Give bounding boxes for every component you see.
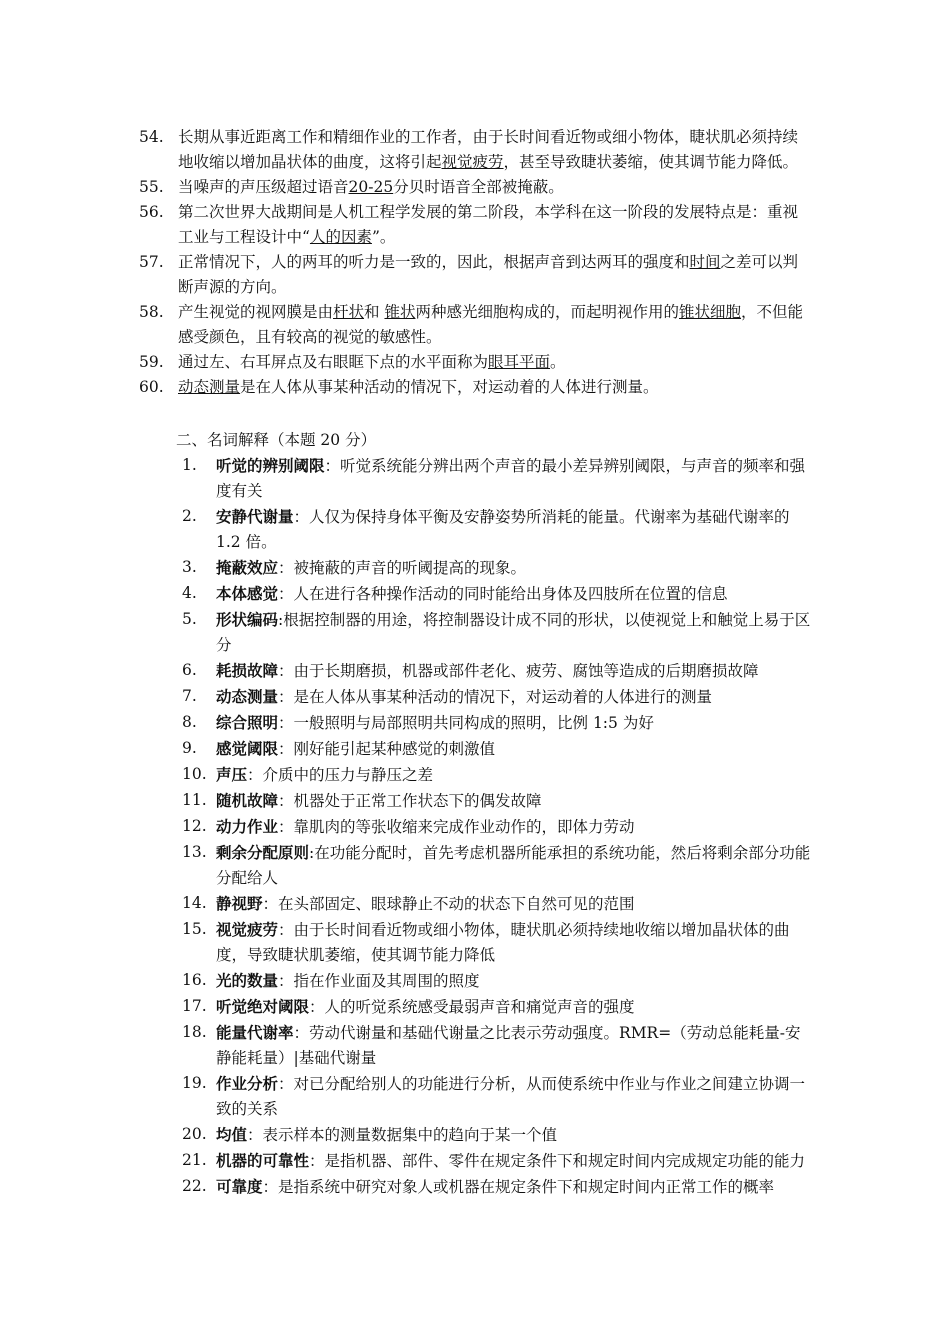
- item-number: 11.: [182, 791, 207, 809]
- term: 形状编码: [216, 610, 279, 629]
- definition-text: ：被掩蔽的声音的听阈提高的现象。: [278, 559, 527, 577]
- answer: 杆状: [333, 303, 365, 321]
- item-number: 2.: [182, 507, 197, 525]
- term: 作业分析: [216, 1074, 279, 1093]
- fill-in-blank-section: [0, 125, 950, 400]
- term: 视觉疲劳: [216, 920, 279, 939]
- item-number: 12.: [182, 817, 207, 835]
- item-number: 3.: [182, 558, 197, 576]
- definition-item: [0, 555, 950, 581]
- definition-item: [0, 710, 950, 736]
- item-number: 60.: [139, 378, 164, 396]
- item-number: 57.: [139, 253, 164, 271]
- blank-item-57: [0, 250, 950, 300]
- item-number: 20.: [182, 1125, 207, 1143]
- item-text: 通过左、右耳屏点及右眼眶下点的水平面称为: [178, 353, 489, 371]
- item-number: 7.: [182, 687, 197, 705]
- definition-text: ：一般照明与局部照明共同构成的照明，比例 1:5 为好: [278, 714, 654, 732]
- definition-text: ：是指系统中研究对象人或机器在规定条件下和规定时间内正常工作的概率: [262, 1178, 775, 1196]
- definition-text: ：劳动代谢量和基础代谢量之比表示劳动强度。RMR=（劳动总能耗量-安静能耗量）|基础代谢量: [216, 1024, 801, 1067]
- item-text: 两种感光细胞构成的，而起明视作用的: [415, 303, 679, 321]
- definition-item: [0, 1122, 950, 1148]
- item-text: 分贝时语音全部被掩蔽。: [393, 178, 564, 196]
- definition-text: ：表示样本的测量数据集中的趋向于某一个值: [247, 1126, 558, 1144]
- item-number: 18.: [182, 1023, 207, 1041]
- definition-item: [0, 453, 950, 504]
- item-text: ，甚至导致睫状萎缩，使其调节能力降低。: [503, 153, 799, 171]
- definition-text: :在功能分配时，首先考虑机器所能承担的系统功能，然后将剩余部分功能分配给人: [216, 844, 811, 887]
- item-text: 长期从事近距离工作和精细作业的工作者，由于长时间看近物或细小物体，睫状肌必须持续地收缩以增加晶状体的曲度，这将引起: [178, 128, 799, 171]
- answer: 动态测量: [178, 378, 241, 396]
- item-number: 22.: [182, 1177, 207, 1195]
- term: 可靠度: [216, 1177, 263, 1196]
- definition-text: ：人的听觉系统感受最弱声音和痛觉声音的强度: [309, 998, 635, 1016]
- item-text: 是在人体从事某种活动的情况下，对运动着的人体进行测量。: [240, 378, 659, 396]
- term: 静视野: [216, 894, 263, 913]
- definition-text: ：指在作业面及其周围的照度: [278, 972, 480, 990]
- item-number: 5.: [182, 610, 197, 628]
- term: 本体感觉: [216, 584, 279, 603]
- definition-item: [0, 917, 950, 968]
- blank-item-60: [0, 375, 950, 400]
- definition-item: [0, 1071, 950, 1122]
- term: 掩蔽效应: [216, 558, 279, 577]
- definition-text: ：介质中的压力与静压之差: [247, 766, 434, 784]
- definition-text: ：对已分配给别人的功能进行分析，从而使系统中作业与作业之间建立协调一致的关系: [216, 1075, 806, 1118]
- definition-item: [0, 891, 950, 917]
- definition-text: ：听觉系统能分辨出两个声音的最小差异辨别阈限，与声音的频率和强度有关: [216, 457, 806, 500]
- item-text: ”。: [371, 228, 396, 246]
- item-number: 59.: [139, 353, 164, 371]
- item-number: 13.: [182, 843, 207, 861]
- definition-item: [0, 968, 950, 994]
- item-number: 56.: [139, 203, 164, 221]
- term: 听觉绝对阈限: [216, 997, 310, 1016]
- blank-item-56: [0, 200, 950, 250]
- item-text: 之差可以判断声源的方向。: [178, 253, 799, 296]
- term: 耗损故障: [216, 661, 279, 680]
- definition-text: ：是在人体从事某种活动的情况下，对运动着的人体进行的测量: [278, 688, 713, 706]
- answer: 人的因素: [309, 228, 372, 246]
- definition-item: [0, 658, 950, 684]
- definition-text: ：靠肌肉的等张收缩来完成作业动作的，即体力劳动: [278, 818, 635, 836]
- term: 均值: [216, 1125, 248, 1144]
- term: 声压: [216, 765, 248, 784]
- definition-item: [0, 504, 950, 555]
- item-number: 9.: [182, 739, 197, 757]
- blank-item-58: [0, 300, 950, 350]
- item-text: 和: [364, 303, 385, 321]
- item-number: 8.: [182, 713, 197, 731]
- definition-item: [0, 1174, 950, 1200]
- term: 随机故障: [216, 791, 279, 810]
- term: 感觉阈限: [216, 739, 279, 758]
- answer: 20-25: [348, 178, 394, 196]
- definition-item: [0, 788, 950, 814]
- term: 安静代谢量: [216, 507, 294, 526]
- answer: 时间: [689, 253, 721, 271]
- definition-item: [0, 1020, 950, 1071]
- item-number: 14.: [182, 894, 207, 912]
- item-number: 6.: [182, 661, 197, 679]
- definition-text: ：是指机器、部件、零件在规定条件下和规定时间内完成规定功能的能力: [309, 1152, 806, 1170]
- definition-item: [0, 607, 950, 658]
- answer: 锥状: [384, 303, 416, 321]
- item-text: 当噪声的声压级超过语音: [178, 178, 349, 196]
- definition-text: ：由于长期磨损，机器或部件老化、疲劳、腐蚀等造成的后期磨损故障: [278, 662, 759, 680]
- definition-text: ：人仅为保持身体平衡及安静姿势所消耗的能量。代谢率为基础代谢率的 1.2 倍。: [216, 508, 790, 551]
- term: 剩余分配原则: [216, 843, 310, 862]
- term: 动力作业: [216, 817, 279, 836]
- blank-item-54: [0, 125, 950, 175]
- definition-item: [0, 840, 950, 891]
- definitions-section: [0, 453, 950, 1200]
- definition-text: ：刚好能引起某种感觉的刺激值: [278, 740, 496, 758]
- term: 综合照明: [216, 713, 279, 732]
- term: 能量代谢率: [216, 1023, 294, 1042]
- definition-item: [0, 814, 950, 840]
- item-text: 第二次世界大战期间是人机工程学发展的第二阶段，本学科在这一阶段的发展特点是：重视工业与工程设计中“: [178, 203, 799, 246]
- item-number: 16.: [182, 971, 207, 989]
- item-text: 正常情况下，人的两耳的听力是一致的，因此，根据声音到达两耳的强度和: [178, 253, 690, 271]
- item-text: 。: [550, 353, 566, 371]
- item-number: 10.: [182, 765, 207, 783]
- answer: 眼耳平面: [488, 353, 551, 371]
- term: 光的数量: [216, 971, 279, 990]
- section-heading: 二、名词解释（本题 20 分）: [176, 431, 377, 449]
- definition-item: [0, 736, 950, 762]
- definition-item: [0, 762, 950, 788]
- definition-item: [0, 1148, 950, 1174]
- definition-text: ：由于长时间看近物或细小物体，睫状肌必须持续地收缩以增加晶状体的曲度，导致睫状肌萎缩，使其调节能力降低: [216, 921, 790, 964]
- item-number: 21.: [182, 1151, 207, 1169]
- item-number: 4.: [182, 584, 197, 602]
- definition-text: ：人在进行各种操作活动的同时能给出身体及四肢所在位置的信息: [278, 585, 728, 603]
- term: 听觉的辨别阈限: [216, 456, 325, 475]
- item-number: 55.: [139, 178, 164, 196]
- definition-text: ：在头部固定、眼球静止不动的状态下自然可见的范围: [262, 895, 635, 913]
- item-number: 1.: [182, 456, 197, 474]
- item-number: 15.: [182, 920, 207, 938]
- definition-item: [0, 994, 950, 1020]
- definition-item: [0, 581, 950, 607]
- item-text: ，不但能感受颜色，且有较高的视觉的敏感性。: [178, 303, 804, 346]
- item-number: 54.: [139, 128, 164, 146]
- term: 动态测量: [216, 687, 279, 706]
- item-text: 产生视觉的视网膜是由: [178, 303, 334, 321]
- definition-text: ：机器处于正常工作状态下的偶发故障: [278, 792, 542, 810]
- answer: 锥状细胞: [679, 303, 742, 321]
- term: 机器的可靠性: [216, 1151, 310, 1170]
- answer: 视觉疲劳: [441, 153, 504, 171]
- blank-item-55: [0, 175, 950, 200]
- definition-item: [0, 684, 950, 710]
- item-number: 19.: [182, 1074, 207, 1092]
- item-number: 17.: [182, 997, 207, 1015]
- blank-item-59: [0, 350, 950, 375]
- definition-text: :根据控制器的用途，将控制器设计成不同的形状，以使视觉上和触觉上易于区分: [216, 611, 811, 654]
- item-number: 58.: [139, 303, 164, 321]
